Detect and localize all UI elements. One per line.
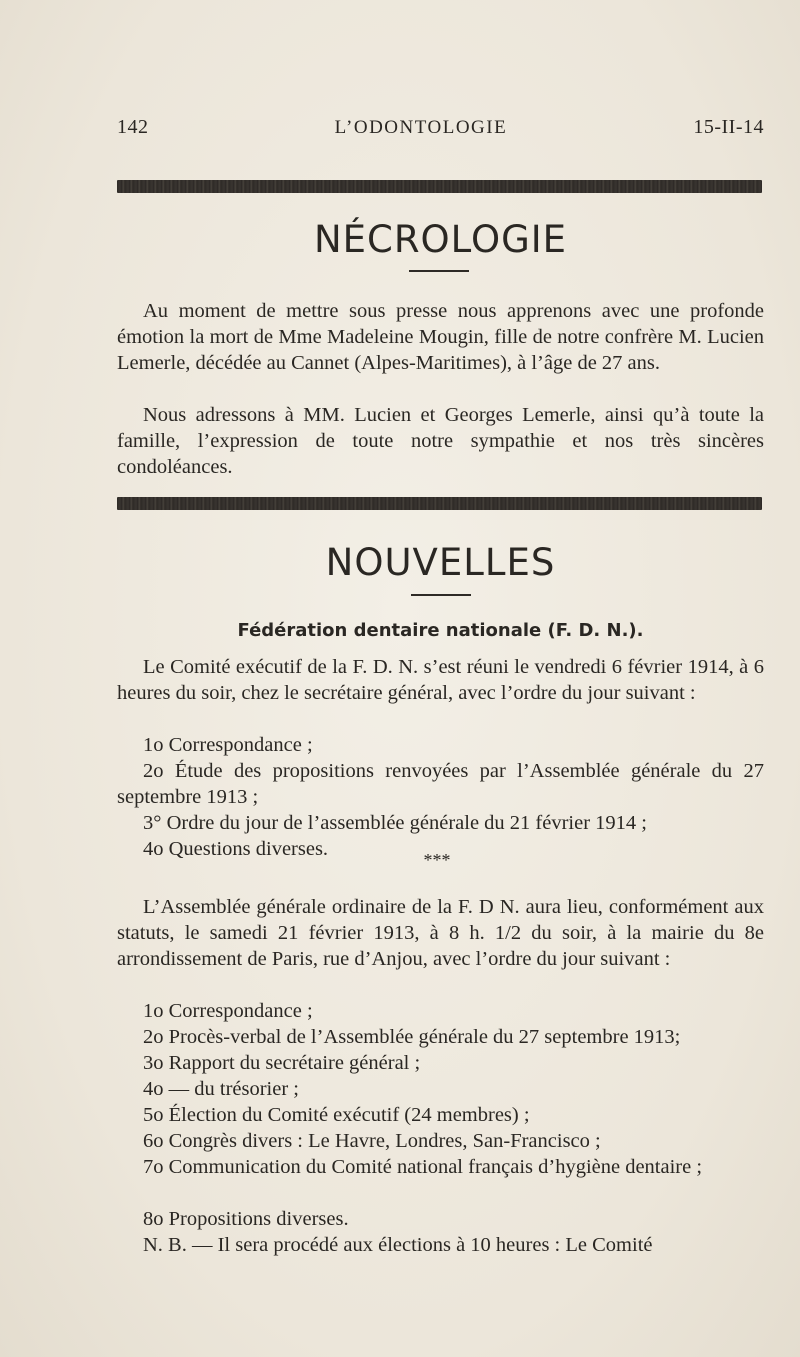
agenda-item: 2o Étude des propositions renvoyées par l’Assemblée générale du 27 septembre 1913 ;: [117, 760, 764, 808]
assembly-paragraph: L’Assemblée générale ordinaire de la F. D N. aura lieu, conformément aux statuts, le samedi 21 février 1913, à 8 h. 1/2 du soir, à la mairie du 8e arrondissement de Paris, rue d’Anjou, avec l’ordre du jour suivant :: [117, 896, 764, 970]
nota-bene: N. B. — Il sera procédé aux élections à 10 heures : Le Comité: [143, 1234, 653, 1256]
necrologie-title: NÉCROLOGIE: [313, 218, 568, 261]
federation-subtitle: Fédération dentaire nationale (F. D. N.).: [237, 620, 644, 641]
agenda-item: 3o Rapport du secrétaire général ;: [143, 1052, 421, 1074]
agenda-item: 4o Questions diverses.: [143, 838, 329, 860]
agenda-item: 7o Communication du Comité national français d’hygiène dentaire ;: [143, 1156, 703, 1178]
section-rule: [117, 180, 762, 193]
agenda-item: 1o Correspondance ;: [143, 734, 313, 756]
title-underline: [411, 594, 471, 596]
agenda-item: 3° Ordre du jour de l’assemblée générale du 21 février 1914 ;: [143, 812, 648, 834]
necrologie-paragraph: Au moment de mettre sous presse nous apprenons avec une profonde émotion la mort de Mme Madeleine Mougin, fille de notre confrère M. Lucien Lemerle, décédée au Cannet (Alpes-Maritimes), à l’âge de 27 ans.: [117, 300, 764, 374]
journal-title: L’ODONTOLOGIE: [334, 117, 508, 138]
nouvelles-title: NOUVELLES: [325, 541, 556, 584]
necrologie-paragraph: Nous adressons à MM. Lucien et Georges Lemerle, ainsi qu’à toute la famille, l’expression de toute notre sympathie et nos très sincères condoléances.: [117, 404, 764, 478]
agenda-item: 6o Congrès divers : Le Havre, Londres, San-Francisco ;: [143, 1130, 601, 1152]
agenda-item: 8o Propositions diverses.: [143, 1208, 349, 1230]
agenda-item: 4o — du trésorier ;: [143, 1078, 299, 1100]
agenda-item: 2o Procès-verbal de l’Assemblée générale du 27 septembre 1913;: [143, 1026, 681, 1048]
page-number: 142: [117, 116, 149, 138]
section-rule: [117, 497, 762, 510]
asterism: ***: [423, 850, 451, 870]
committee-intro: Le Comité exécutif de la F. D. N. s’est réuni le vendredi 6 février 1914, à 6 heures du soir, chez le secrétaire général, avec l’ordre du jour suivant :: [117, 656, 764, 704]
agenda-item: 1o Correspondance ;: [143, 1000, 313, 1022]
title-underline: [409, 270, 469, 272]
running-head: [117, 116, 764, 139]
issue-date: 15-II-14: [693, 116, 764, 138]
agenda-item: 5o Élection du Comité exécutif (24 membres) ;: [143, 1104, 530, 1126]
